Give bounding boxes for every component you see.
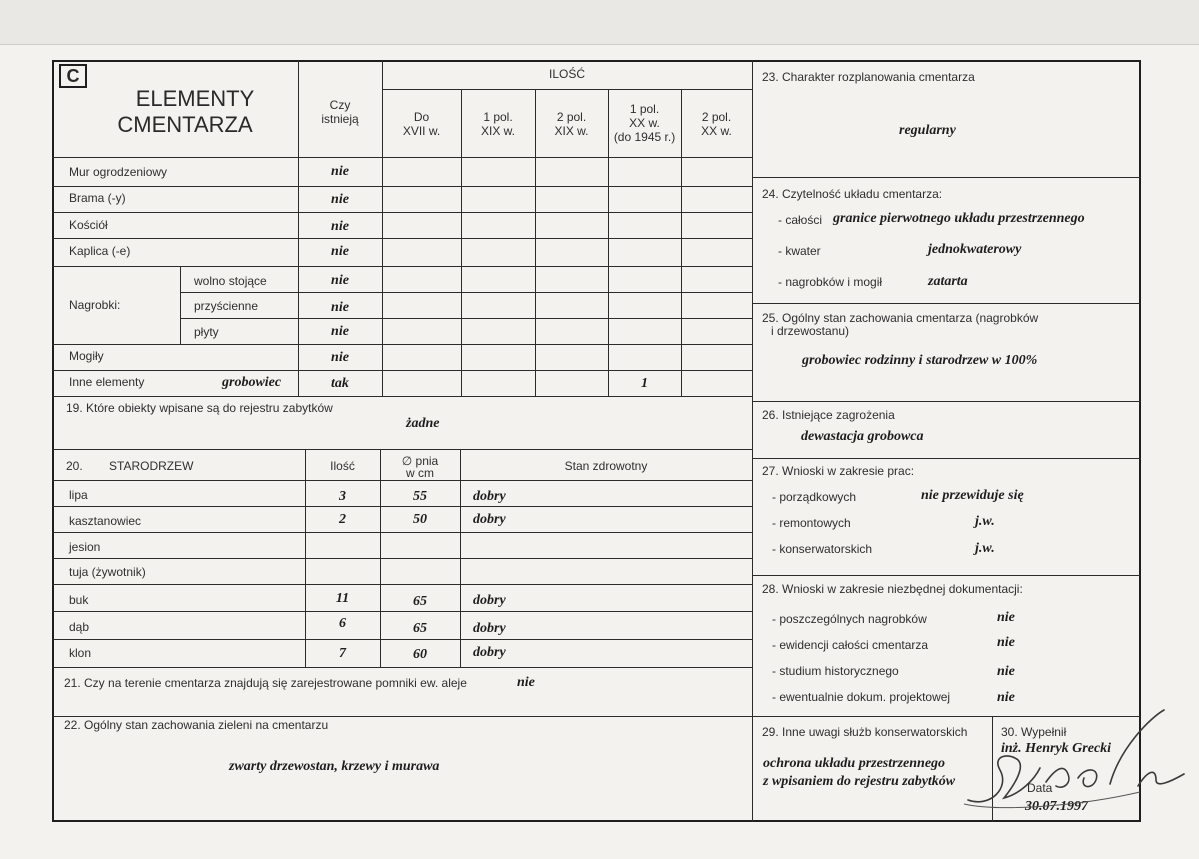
row-line-3 bbox=[52, 238, 752, 239]
q30-date-label: Data bbox=[1027, 781, 1053, 795]
tree-name-2: jesion bbox=[69, 540, 101, 554]
q27-item-label-1: - remontowych bbox=[772, 516, 851, 530]
q28-item-value-1: nie bbox=[997, 635, 1015, 650]
row-line-5 bbox=[180, 292, 752, 293]
paper-top-edge bbox=[0, 0, 1199, 45]
tree-name-3: tuja (żywotnik) bbox=[69, 565, 146, 579]
q25-answer: grobowiec rodzinny i starodrzew w 100% bbox=[802, 353, 1038, 368]
tree-diam-0: 55 bbox=[413, 489, 427, 504]
trees-col-ilosc: Ilość bbox=[330, 459, 355, 473]
row-line-2 bbox=[52, 212, 752, 213]
q19-answer: żadne bbox=[406, 416, 440, 431]
section-letter-box bbox=[59, 64, 87, 88]
q29-label: 29. Inne uwagi służb konserwatorskich bbox=[762, 725, 968, 739]
period-3-l2: XIX w. bbox=[554, 124, 589, 138]
q30-date: 30.07.1997 bbox=[1025, 799, 1088, 814]
tree-row-line-bottom bbox=[52, 667, 752, 668]
tree-row-line-h bbox=[52, 480, 752, 481]
q26-answer: dewastacja grobowca bbox=[801, 429, 924, 444]
tree-diam-6: 60 bbox=[413, 647, 427, 662]
tree-diam-4: 65 bbox=[413, 594, 427, 609]
row-line-7 bbox=[52, 344, 752, 345]
tree-name-5: dąb bbox=[69, 620, 90, 634]
period-2-l1: 1 pol. bbox=[483, 110, 513, 124]
tree-state-1: dobry bbox=[473, 512, 506, 527]
tree-count-6: 7 bbox=[339, 646, 346, 661]
q29-answer-l2: z wpisaniem do rejestru zabytków bbox=[763, 774, 956, 789]
tree-diam-1: 50 bbox=[413, 512, 427, 527]
q30-label: 30. Wypełnił bbox=[1001, 725, 1067, 739]
q25-label-l2: i drzewostanu) bbox=[771, 324, 850, 338]
row-label-plyty: płyty bbox=[194, 325, 219, 339]
right-line-24 bbox=[752, 303, 1141, 304]
header-exists-l2: istnieją bbox=[321, 112, 359, 126]
row-line-q19 bbox=[52, 396, 752, 397]
period-5-l1: 2 pol. bbox=[701, 110, 732, 124]
trees-col-stan: Stan zdrowotny bbox=[564, 459, 648, 473]
row-line-trees-top bbox=[52, 449, 752, 450]
tree-count-0: 3 bbox=[339, 489, 346, 504]
tree-row-line-4 bbox=[52, 584, 752, 585]
row-value-przyscienne: nie bbox=[331, 300, 349, 315]
row-extra-inne: grobowiec bbox=[222, 375, 282, 390]
row-count-inne: 1 bbox=[641, 376, 648, 391]
q28-item-label-3: - ewentualnie dokum. projektowej bbox=[772, 690, 951, 704]
tree-state-0: dobry bbox=[473, 489, 506, 504]
tree-row-line-2 bbox=[52, 532, 752, 533]
row-line-ilosc bbox=[382, 89, 752, 90]
tree-state-4: dobry bbox=[473, 593, 506, 608]
row-value-mur: nie bbox=[331, 164, 349, 179]
row-label-wolno: wolno stojące bbox=[194, 274, 267, 288]
row-label-mur: Mur ogrodzeniowy bbox=[69, 165, 168, 179]
title-line-1: ELEMENTY bbox=[135, 86, 255, 111]
q21-answer: nie bbox=[517, 675, 535, 690]
q23-label: 23. Charakter rozplanowania cmentarza bbox=[762, 70, 975, 84]
q24-kwater-label: - kwater bbox=[778, 244, 821, 258]
period-2-l2: XIX w. bbox=[480, 124, 515, 138]
q24-calosci: granice pierwotnego układu przestrzennego bbox=[833, 211, 1085, 226]
q28-label: 28. Wnioski w zakresie niezbędnej dokumentacji: bbox=[762, 582, 1023, 596]
q27-label: 27. Wnioski w zakresie prac: bbox=[762, 464, 915, 478]
header-ilosc: ILOŚĆ bbox=[548, 67, 585, 81]
q28-item-value-3: nie bbox=[997, 690, 1015, 705]
right-line-27 bbox=[752, 575, 1141, 576]
q28-item-value-2: nie bbox=[997, 664, 1015, 679]
q28-item-label-2: - studium historycznego bbox=[772, 664, 899, 678]
q24-kwater: jednokwaterowy bbox=[928, 242, 1022, 257]
row-line-4 bbox=[52, 266, 752, 267]
q24-calosci-label: - całości bbox=[778, 213, 823, 227]
row-line-q21 bbox=[52, 716, 752, 717]
q27-item-value-1: j.w. bbox=[975, 514, 995, 529]
q27-item-value-2: j.w. bbox=[975, 541, 995, 556]
q19-label: 19. Które obiekty wpisane są do rejestru zabytków bbox=[66, 401, 333, 415]
tree-name-0: lipa bbox=[69, 488, 88, 502]
tree-name-4: buk bbox=[69, 593, 89, 607]
q28-item-label-0: - poszczególnych nagrobków bbox=[772, 612, 927, 626]
col-line-nagrobki bbox=[180, 266, 181, 344]
row-value-plyty: nie bbox=[331, 324, 349, 339]
row-line-1 bbox=[52, 186, 752, 187]
tree-count-1: 2 bbox=[339, 512, 346, 527]
tree-row-line-5 bbox=[52, 611, 752, 612]
trees-title: STARODRZEW bbox=[109, 459, 194, 473]
period-4-l3: (do 1945 r.) bbox=[613, 130, 676, 144]
divider-main bbox=[752, 60, 753, 822]
title-line-2: CMENTARZA bbox=[117, 112, 253, 137]
row-label-kaplica: Kaplica (-e) bbox=[69, 244, 131, 258]
q27-item-label-0: - porządkowych bbox=[772, 490, 857, 504]
trees-number: 20. bbox=[66, 459, 83, 473]
period-3-l1: 2 pol. bbox=[556, 110, 587, 124]
q28-item-label-1: - ewidencji całości cmentarza bbox=[772, 638, 929, 652]
q30-name: inż. Henryk Grecki bbox=[1001, 741, 1112, 756]
tree-diam-5: 65 bbox=[413, 621, 427, 636]
row-label-kosciol: Kościół bbox=[69, 218, 108, 232]
tree-row-line-1 bbox=[52, 506, 752, 507]
row-value-kaplica: nie bbox=[331, 244, 349, 259]
row-line-6 bbox=[180, 318, 752, 319]
right-line-25 bbox=[752, 401, 1141, 402]
period-5-l2: XX w. bbox=[701, 124, 732, 138]
q22-label: 22. Ogólny stan zachowania zieleni na cmentarzu bbox=[64, 718, 329, 732]
row-line-8 bbox=[52, 370, 752, 371]
period-4-l2: XX w. bbox=[629, 116, 660, 130]
tree-name-6: klon bbox=[69, 646, 92, 660]
tree-count-5: 6 bbox=[339, 616, 346, 631]
row-value-brama: nie bbox=[331, 192, 349, 207]
q27-item-value-0: nie przewiduje się bbox=[921, 488, 1024, 503]
row-label-nagrobki: Nagrobki: bbox=[69, 298, 121, 312]
period-1-l1: Do bbox=[413, 110, 430, 124]
row-value-kosciol: nie bbox=[331, 219, 349, 234]
right-line-26 bbox=[752, 458, 1141, 459]
tree-name-1: kasztanowiec bbox=[69, 514, 142, 528]
tree-row-line-6 bbox=[52, 639, 752, 640]
q24-label: 24. Czytelność układu cmentarza: bbox=[762, 187, 943, 201]
header-exists-l1: Czy bbox=[329, 98, 351, 112]
trees-col-pien-l1: ∅ pnia bbox=[401, 454, 439, 468]
row-value-inne: tak bbox=[331, 376, 349, 391]
row-value-wolno: nie bbox=[331, 273, 349, 288]
q28-item-value-0: nie bbox=[997, 610, 1015, 625]
q21-label: 21. Czy na terenie cmentarza znajdują się zarejestrowane pomniki ew. aleje bbox=[64, 676, 467, 690]
row-label-inne: Inne elementy bbox=[69, 375, 145, 389]
tree-row-line-3 bbox=[52, 558, 752, 559]
section-letter: C bbox=[66, 66, 80, 86]
q22-answer: zwarty drzewostan, krzewy i murawa bbox=[229, 759, 440, 774]
q25-label-l1: 25. Ogólny stan zachowania cmentarza (nagrobków bbox=[762, 311, 1039, 325]
q24-nagrobkow-label: - nagrobków i mogił bbox=[778, 275, 883, 289]
q24-nagrobkow: zatarta bbox=[928, 274, 968, 289]
period-4-l1: 1 pol. bbox=[629, 102, 660, 116]
row-value-mogily: nie bbox=[331, 350, 349, 365]
q27-item-label-2: - konserwatorskich bbox=[772, 542, 873, 556]
tree-state-6: dobry bbox=[473, 645, 506, 660]
trees-col-pien-l2: w cm bbox=[406, 466, 434, 480]
q29-answer-l1: ochrona układu przestrzennego bbox=[763, 756, 946, 771]
signature bbox=[960, 708, 1190, 820]
row-label-mogily: Mogiły bbox=[69, 349, 104, 363]
row-label-brama: Brama (-y) bbox=[69, 191, 126, 205]
row-label-przyscienne: przyścienne bbox=[194, 299, 259, 313]
q26-label: 26. Istniejące zagrożenia bbox=[762, 408, 895, 422]
right-line-23 bbox=[752, 177, 1141, 178]
q23-answer: regularny bbox=[899, 123, 956, 138]
tree-count-4: 11 bbox=[335, 591, 350, 606]
period-1-l2: XVII w. bbox=[402, 124, 441, 138]
tree-state-5: dobry bbox=[473, 621, 506, 636]
row-line-header bbox=[52, 157, 752, 158]
